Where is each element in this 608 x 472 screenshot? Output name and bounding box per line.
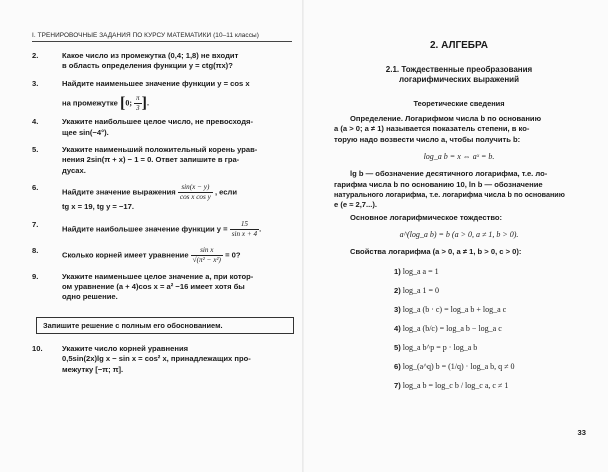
- property-number: 4): [394, 323, 401, 333]
- lg-text: e (e ≈ 2,7...).: [334, 200, 377, 210]
- frac-num: π: [136, 94, 140, 103]
- task-text: [62, 183, 292, 202]
- lg-text: натурального логарифма, т.е. логарифма числа b по основанию: [334, 190, 565, 200]
- task-text: [62, 94, 292, 113]
- lg-text: lg b — обозначение десятичного логарифма, т.е. ло-: [350, 169, 548, 179]
- property-item: [394, 361, 584, 372]
- property-formula: log_a b^p = p · log_a b: [402, 342, 478, 352]
- property-item: [394, 304, 584, 315]
- property-item: [394, 266, 584, 277]
- task-number: 10.: [32, 343, 43, 353]
- property-formula: log_a 1 = 0: [402, 285, 440, 295]
- task-text: Укажите наибольшее целое число, не превосходя-: [62, 117, 253, 127]
- task-6: [32, 183, 292, 212]
- left-page: [0, 0, 302, 472]
- property-formula: log_a b = log_c b / log_c a, c ≠ 1: [402, 380, 509, 390]
- function-fraction: [230, 219, 262, 239]
- task-text: , если: [214, 187, 237, 197]
- task-7: [32, 220, 292, 239]
- interval-left: 0;: [125, 98, 132, 108]
- task-number: 9.: [32, 271, 39, 281]
- task-3: [32, 79, 292, 113]
- task-text: Укажите наименьшее целое значение a, при котор-: [62, 271, 254, 281]
- task-text: Найдите наибольшее значение функции y =: [62, 224, 228, 234]
- task-text: tg x = 19, tg y = −17.: [62, 202, 134, 212]
- frac-den: 3: [136, 104, 140, 113]
- task-text: ом уравнение (a + 4)cos x = a² −16 имеет хотя бы: [62, 282, 245, 292]
- definition-text: Определение. Логарифмом числа b по основанию: [350, 114, 542, 123]
- task-text: межутку [−π; π].: [62, 364, 124, 374]
- task-text: = 0?: [225, 250, 241, 260]
- solution-instruction-box: Запишите решение с полным его обоснованием.: [36, 317, 294, 334]
- property-formula: log_a (b · c) = log_a b + log_a c: [402, 304, 507, 314]
- task-text: Сколько корней имеет уравнение: [62, 250, 189, 260]
- task-text: Какое число из промежутка (0,4; 1,8) не входит: [62, 51, 239, 60]
- frac-num: 15: [230, 220, 259, 230]
- frac-num: sin(x − y): [178, 183, 213, 193]
- frac-den: √(π² − x²): [192, 255, 221, 264]
- property-item: [394, 342, 584, 353]
- task-text: Укажите наименьший положительный корень урав-: [62, 145, 258, 155]
- task-text: нения 2sin(π + x) − 1 = 0. Ответ запишите в гра-: [62, 155, 240, 165]
- property-number: 7): [394, 380, 401, 390]
- page-number: 33: [577, 428, 586, 437]
- property-formula: log_a (b/c) = log_a b − log_a c: [402, 323, 502, 333]
- property-number: 2): [394, 285, 401, 295]
- section-title: [334, 65, 584, 85]
- task-text: одно решение.: [62, 292, 118, 302]
- identity-intro: Основное логарифмическое тождество:: [350, 212, 503, 222]
- property-number: 1): [394, 266, 401, 276]
- properties-intro: Свойства логарифма (a > 0, a ≠ 1, b > 0, c > 0):: [350, 247, 522, 257]
- task-text: .: [259, 224, 262, 234]
- task-number: 7.: [32, 219, 39, 229]
- lg-text: гарифма числа b по основанию 10, ln b — обозначение: [334, 179, 543, 189]
- chapter-title: 2. АЛГЕБРА: [429, 40, 489, 51]
- property-number: 5): [394, 342, 401, 352]
- property-number: 6): [394, 361, 401, 371]
- definition-formula: log_a b = x ⇔ aˣ = b.: [423, 152, 495, 162]
- task-4: [32, 117, 292, 138]
- definition-text: торую надо возвести число a, чтобы получить b:: [334, 134, 521, 144]
- property-formula: log_(a^q) b = (1/q) · log_a b, q ≠ 0: [402, 361, 515, 371]
- frac-den: sin x + 4: [231, 229, 258, 238]
- property-number: 3): [394, 304, 401, 314]
- property-formula: log_a a = 1: [402, 266, 439, 276]
- section-title-line: логарифмических выражений: [399, 75, 519, 84]
- task-text: на промежутке: [62, 98, 118, 108]
- task-number: 5.: [32, 145, 39, 155]
- running-head: I. ТРЕНИРОВОЧНЫЕ ЗАДАНИЯ ПО КУРСУ МАТЕМАТИКИ (10–11 классы): [32, 32, 292, 42]
- property-item: [394, 323, 584, 334]
- section-title-line: 2.1. Тождественные преобразования: [385, 65, 533, 74]
- frac-den: cos x cos y: [179, 193, 211, 202]
- properties-list: [334, 266, 584, 391]
- task-text: Найдите значение выражения: [62, 187, 176, 197]
- equation-fraction: [191, 246, 223, 265]
- task-10: [32, 344, 292, 375]
- task-text: [62, 246, 292, 265]
- theory-heading: Теоретические сведения: [413, 99, 505, 108]
- task-number: 6.: [32, 183, 39, 193]
- task-9: [32, 272, 292, 303]
- task-text: в область определения функции y = ctg(πx)?: [62, 61, 233, 71]
- task-number: 3.: [32, 78, 39, 88]
- frac-num: sin x: [191, 246, 223, 256]
- task-number: 2.: [32, 51, 39, 60]
- task-text: [62, 220, 292, 239]
- task-2: [32, 51, 292, 72]
- property-item: [394, 285, 584, 296]
- interval: [0; $\frac{\pi}{3}$ ].: [120, 94, 149, 113]
- expression-fraction: [178, 183, 213, 202]
- task-text: Найдите наименьшее значение функции y = cos x: [62, 78, 250, 88]
- task-text: дусах.: [62, 165, 86, 175]
- definition-text: a (a > 0; a ≠ 1) называется показатель степени, в ко-: [334, 124, 530, 134]
- task-number: 8.: [32, 245, 39, 255]
- task-text: щее sin(−4°).: [62, 127, 109, 137]
- right-page: [304, 0, 608, 472]
- task-number: 4.: [32, 117, 39, 127]
- identity-formula: a^(log_a b) = b (a > 0, a ≠ 1, b > 0).: [399, 230, 519, 240]
- task-text: 0,5sin(2x)lg x − sin x = cos² x, принадлежащих про-: [62, 354, 251, 364]
- task-text: Укажите число корней уравнения: [62, 343, 189, 353]
- task-8: [32, 246, 292, 265]
- property-item: [394, 380, 584, 391]
- task-5: [32, 145, 292, 176]
